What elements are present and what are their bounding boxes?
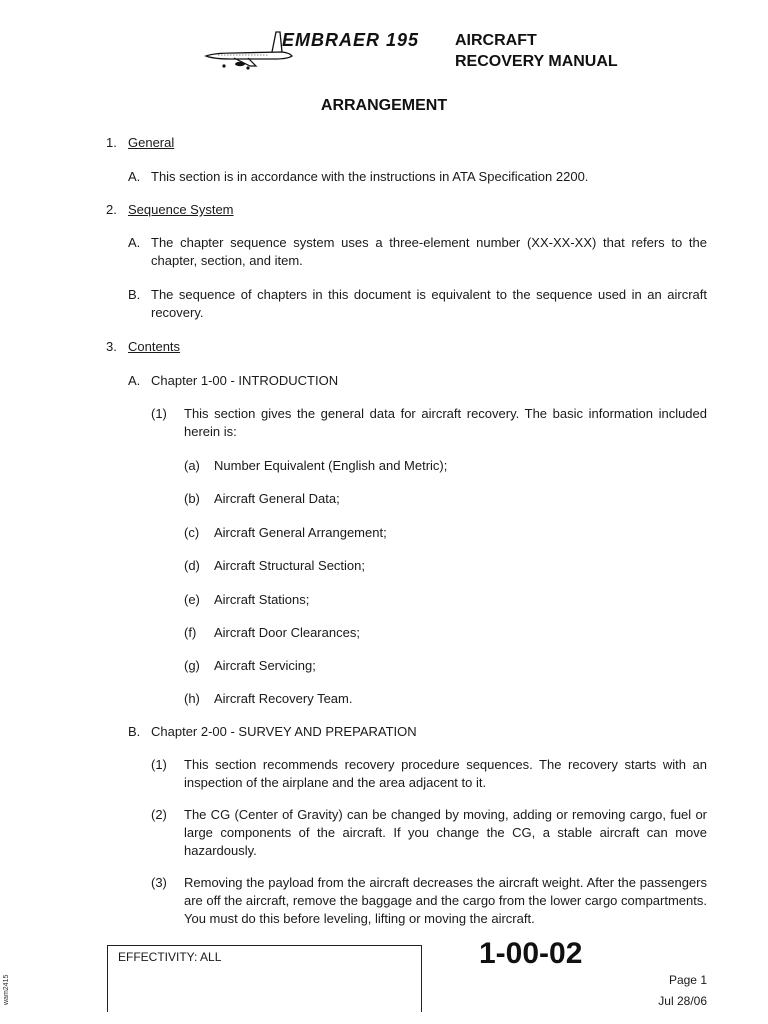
manual-title bbox=[455, 30, 618, 72]
list-item-text: Aircraft Servicing; bbox=[214, 658, 316, 673]
item-text: This section is in accordance with the instructions in ATA Specification 2200. bbox=[151, 169, 589, 184]
list-item-label: (h) bbox=[184, 691, 200, 706]
list-item-label: (f) bbox=[184, 625, 197, 640]
effectivity-label: EFFECTIVITY: ALL bbox=[118, 950, 222, 964]
section-number: 3. bbox=[106, 339, 117, 354]
subitem-text: The CG (Center of Gravity) can be changed by moving, adding or removing cargo, fuel or large components of the aircraft. If you change the CG, a stable aircraft can move hazardously. bbox=[184, 807, 707, 858]
subitem-text: This section gives the general data for aircraft recovery. The basic information included herein is: bbox=[184, 406, 707, 439]
section-heading-sequence-system: Sequence System bbox=[128, 202, 234, 217]
section-heading-general: General bbox=[128, 135, 175, 150]
list-item-text: Aircraft General Data; bbox=[214, 491, 340, 506]
list-item-label: (a) bbox=[184, 458, 200, 473]
side-code: wam2415 bbox=[3, 974, 10, 1005]
item-label: A. bbox=[128, 373, 141, 388]
manual-title-line2: RECOVERY MANUAL bbox=[455, 53, 618, 70]
manual-title-line1: AIRCRAFT bbox=[455, 32, 537, 49]
item-text: The sequence of chapters in this document is equivalent to the sequence used in an aircraft recovery. bbox=[151, 287, 707, 320]
document-title: ARRANGEMENT bbox=[320, 97, 448, 114]
list-item-text: Number Equivalent (English and Metric); bbox=[214, 458, 448, 473]
list-item-label: (b) bbox=[184, 491, 200, 506]
subitem-label: (2) bbox=[151, 807, 167, 822]
section-heading-contents: Contents bbox=[128, 339, 181, 354]
section-number: 2. bbox=[106, 202, 117, 217]
subitem-label: (1) bbox=[151, 406, 167, 421]
item-label: A. bbox=[128, 169, 141, 184]
logo-text: EMBRAER 195 bbox=[282, 30, 420, 50]
airplane-icon bbox=[204, 28, 294, 74]
item-label: B. bbox=[128, 287, 141, 302]
list-item-text: Aircraft General Arrangement; bbox=[214, 525, 387, 540]
list-item-label: (d) bbox=[184, 558, 200, 573]
section-number: 1. bbox=[106, 135, 117, 150]
document-number: 1-00-02 bbox=[479, 937, 583, 970]
subitem-label: (3) bbox=[151, 875, 167, 890]
chapter-heading: Chapter 2-00 - SURVEY AND PREPARATION bbox=[151, 724, 417, 739]
page-number: Page 1 bbox=[668, 973, 707, 987]
list-item-label: (c) bbox=[184, 525, 200, 540]
subitem-text: Removing the payload from the aircraft decreases the aircraft weight. After the passengers are off the aircraft, remove the baggage and the cargo from the lower cargo compartments. You must do this before leveling, lifting or moving the aircraft. bbox=[184, 875, 707, 926]
subitem-label: (1) bbox=[151, 757, 167, 772]
list-item-text: Aircraft Structural Section; bbox=[214, 558, 365, 573]
list-item-text: Aircraft Recovery Team. bbox=[214, 691, 353, 706]
list-item-text: Aircraft Door Clearances; bbox=[214, 625, 360, 640]
embraer-logo bbox=[204, 28, 444, 74]
list-item-text: Aircraft Stations; bbox=[214, 592, 310, 607]
list-item-label: (e) bbox=[184, 592, 200, 607]
item-label: B. bbox=[128, 724, 141, 739]
revision-date: Jul 28/06 bbox=[658, 994, 707, 1008]
subitem-text: This section recommends recovery procedure sequences. The recovery starts with an inspection of the airplane and the area adjacent to it. bbox=[184, 757, 707, 790]
list-item-label: (g) bbox=[184, 658, 200, 673]
item-text: The chapter sequence system uses a three-element number (XX-XX-XX) that refers to the chapter, section, and item. bbox=[151, 235, 707, 268]
item-label: A. bbox=[128, 235, 141, 250]
chapter-heading: Chapter 1-00 - INTRODUCTION bbox=[151, 373, 339, 388]
